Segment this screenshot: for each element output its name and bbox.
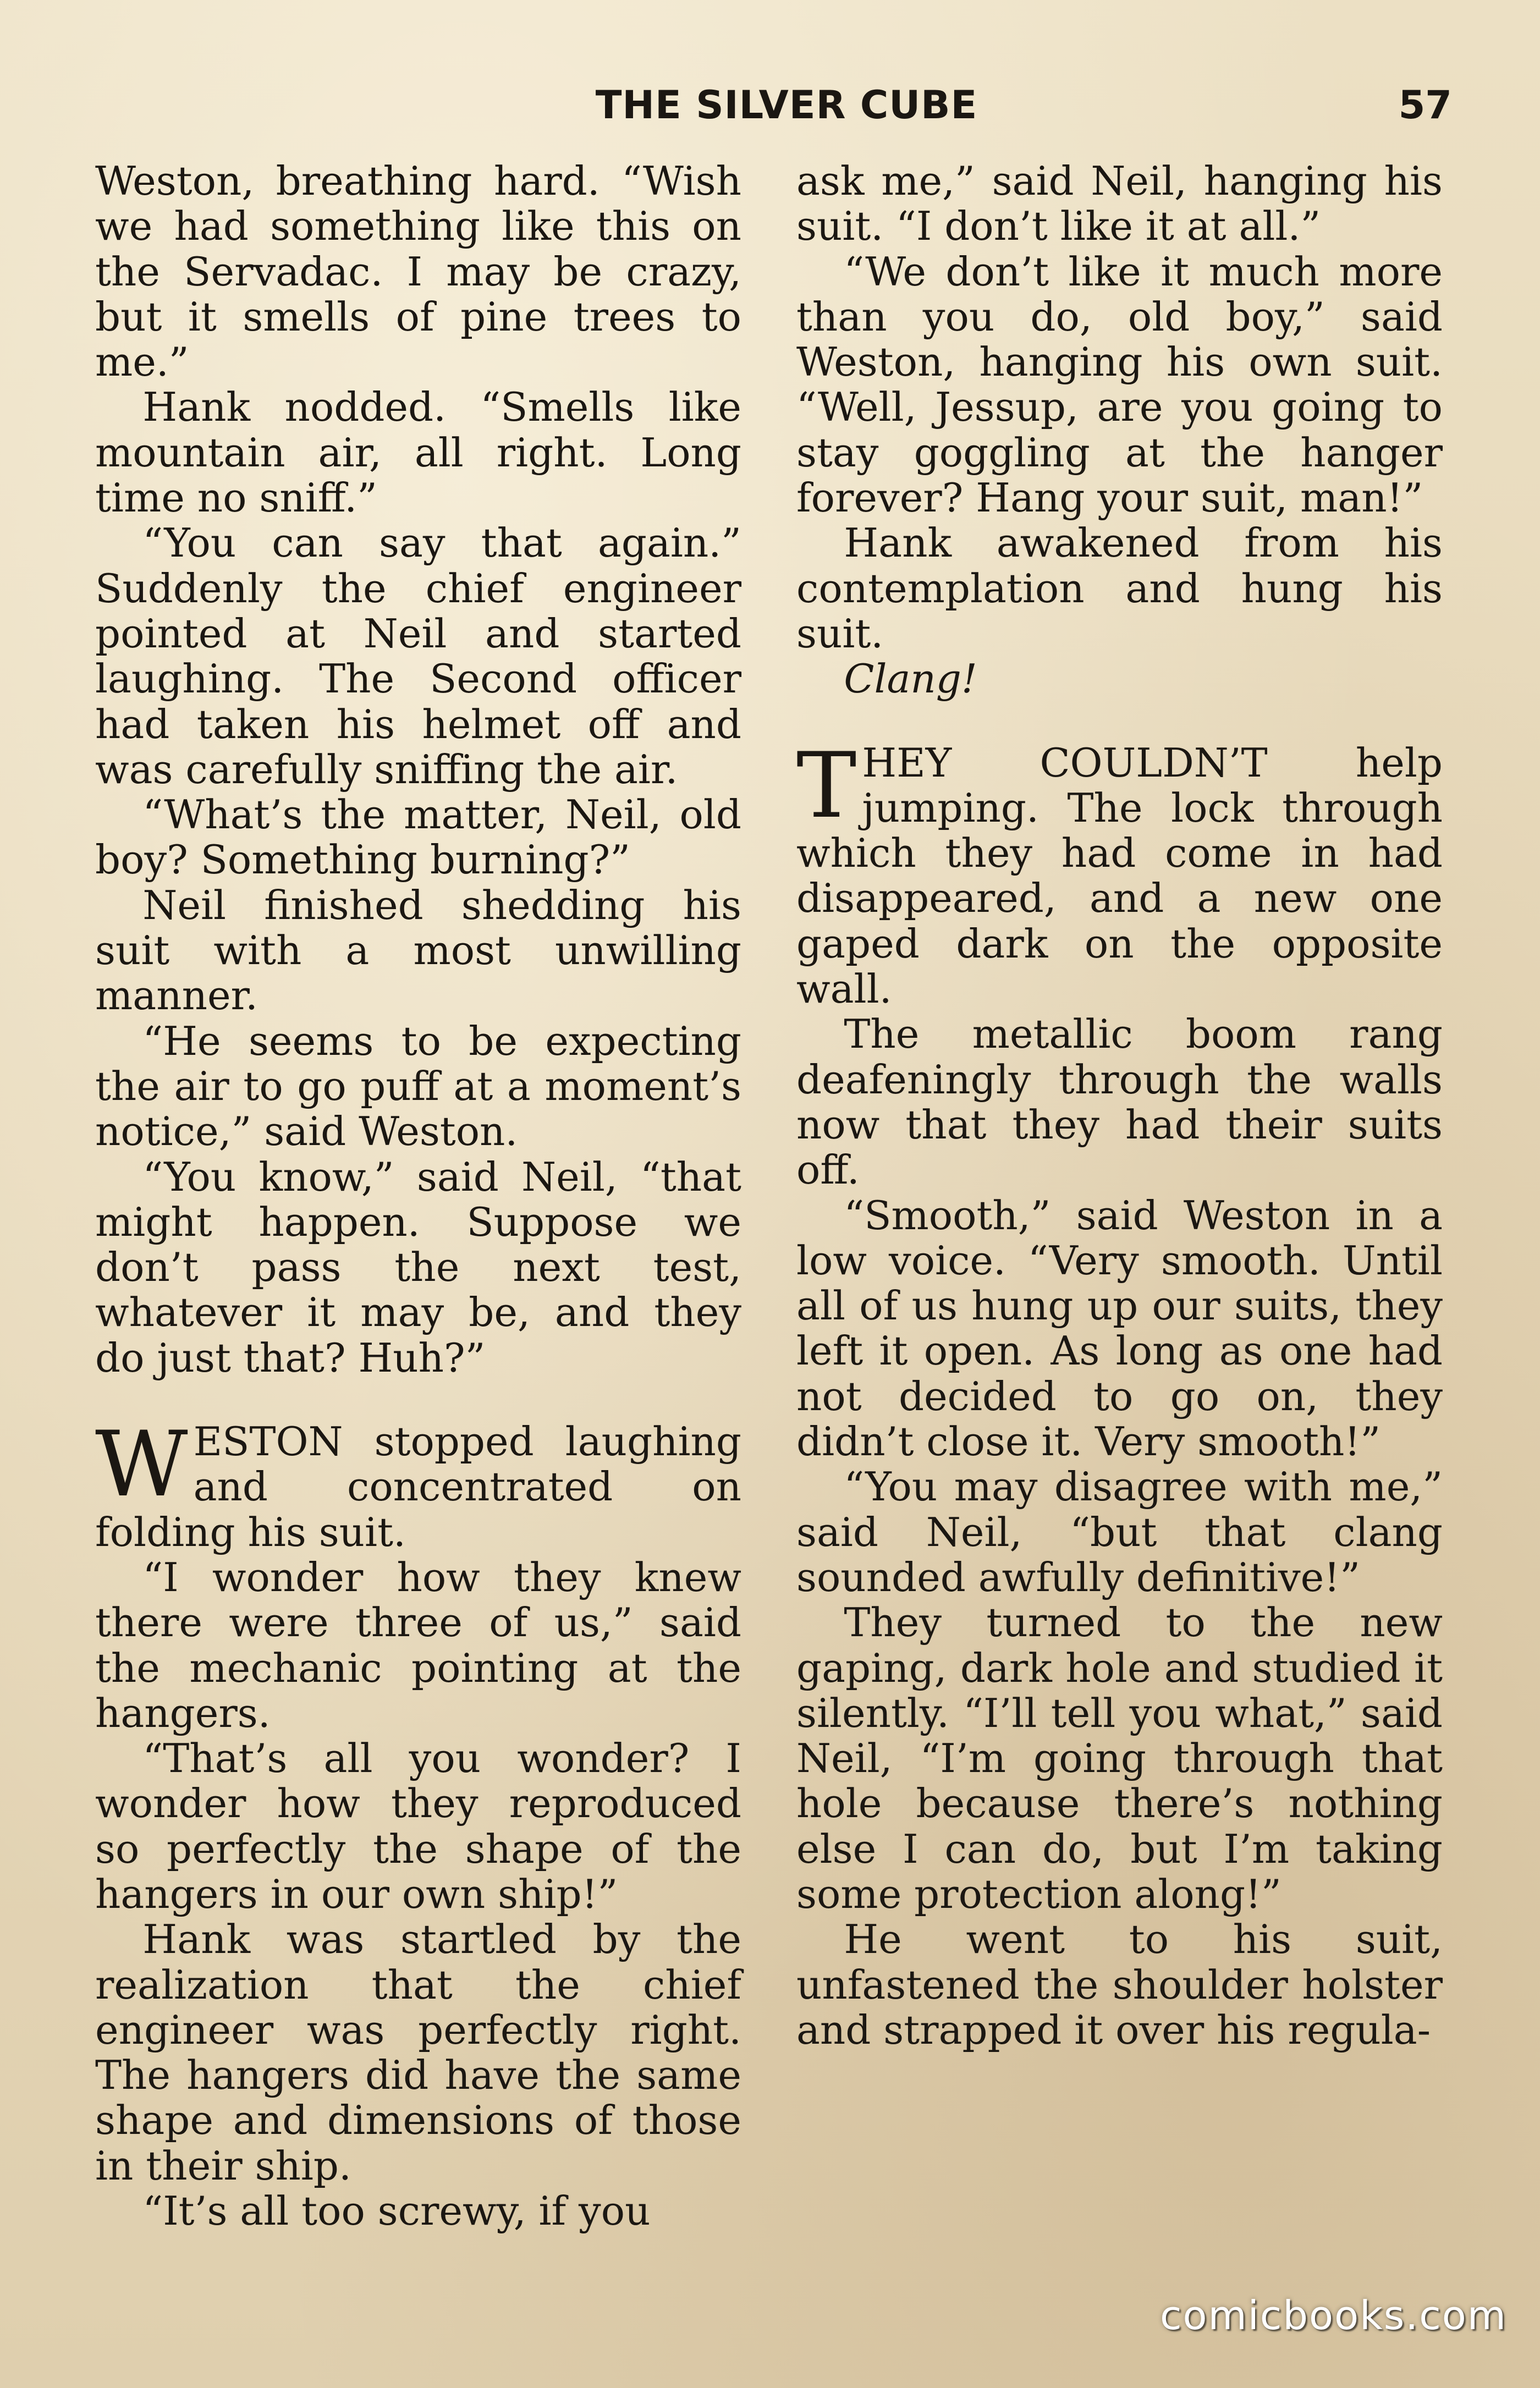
paragraph: Hank nodded. “Smells like mountain air, all right. Long time no sniff.” <box>95 384 741 521</box>
paragraph: They turned to the new gaping, dark hole and studied it silently. “I’ll tell you what,” said Neil, “I’m going through that hole because there’s nothing else I can do, but I’m taking some protection along!” <box>796 1599 1443 1917</box>
paragraph: Hank awakened from his contemplation and hung his suit. <box>796 520 1443 657</box>
section-opening-paragraph <box>95 1412 741 1555</box>
paragraph: ask me,” said Neil, hanging his suit. “I don’t like it at all.” <box>796 158 1443 250</box>
paragraph-text: HEY COULDN’T help jumping. The lock through which they had come in had disappeared, and a new one gaped dark on the opposite wall. <box>796 739 1443 1013</box>
paragraph: “You can say that again.” Suddenly the chief engineer pointed at Neil and started laughing. The Second officer had taken his helmet off and was carefully sniffing the air. <box>95 520 741 793</box>
running-header-title: THE SILVER CUBE <box>595 82 978 128</box>
paragraph <box>796 656 1443 701</box>
italic-sound-effect: Clang! <box>844 656 977 702</box>
paragraph: “He seems to be expecting the air to go puff at a moment’s notice,” said Weston. <box>95 1017 741 1155</box>
paragraph: “Smooth,” said Weston in a low voice. “Very smooth. Until all of us hung up our suits, they left it open. As long as one had not decided to go on, they didn’t close it. Very smooth!” <box>796 1192 1443 1465</box>
drop-cap: W <box>95 1412 188 1517</box>
page-number: 57 <box>1398 82 1452 128</box>
watermark: comicbooks.com <box>1159 2292 1507 2339</box>
paragraph: The metallic boom rang deafeningly through the walls now that they had their suits off. <box>796 1011 1443 1193</box>
paragraph: “What’s the matter, Neil, old boy? Something burning?” <box>95 791 741 883</box>
paragraph: “You know,” said Neil, “that might happen. Suppose we don’t pass the next test, whatever it may be, and they do just that? Huh?” <box>95 1153 741 1381</box>
paragraph: “I wonder how they knew there were three of us,” said the mechanic pointing at the hangers. <box>95 1554 741 1736</box>
paragraph: He went to his suit, unfastened the shoulder holster and strapped it over his regula- <box>796 1916 1443 2053</box>
paragraph: Hank was startled by the realization that the chief engineer was perfectly right. The hangers did have the same shape and dimensions of those in their ship. <box>95 1916 741 2189</box>
left-column <box>95 158 741 2233</box>
section-opening-paragraph <box>796 733 1443 1013</box>
paragraph: “It’s all too screwy, if you <box>142 2188 651 2235</box>
right-column <box>796 158 1443 2053</box>
paragraph: “We don’t like it much more than you do, old boy,” said Weston, hanging his own suit. “Well, Jessup, are you going to stay goggling at the hanger forever? Hang your suit, man!” <box>796 248 1443 521</box>
paragraph: Neil finished shedding his suit with a most unwilling manner. <box>95 882 741 1019</box>
paragraph-text: ESTON stopped laughing and concentrated on folding his suit. <box>95 1418 741 1555</box>
paragraph: Weston, breathing hard. “Wish we had something like this on the Servadac. I may be crazy, but it smells of pine trees to me.” <box>95 158 741 386</box>
drop-cap: T <box>796 733 857 838</box>
paragraph: “You may disagree with me,” said Neil, “but that clang sounded awfully definitive!” <box>796 1463 1443 1600</box>
paragraph: “That’s all you wonder? I wonder how they reproduced so perfectly the shape of the hangers in our own ship!” <box>95 1735 741 1917</box>
